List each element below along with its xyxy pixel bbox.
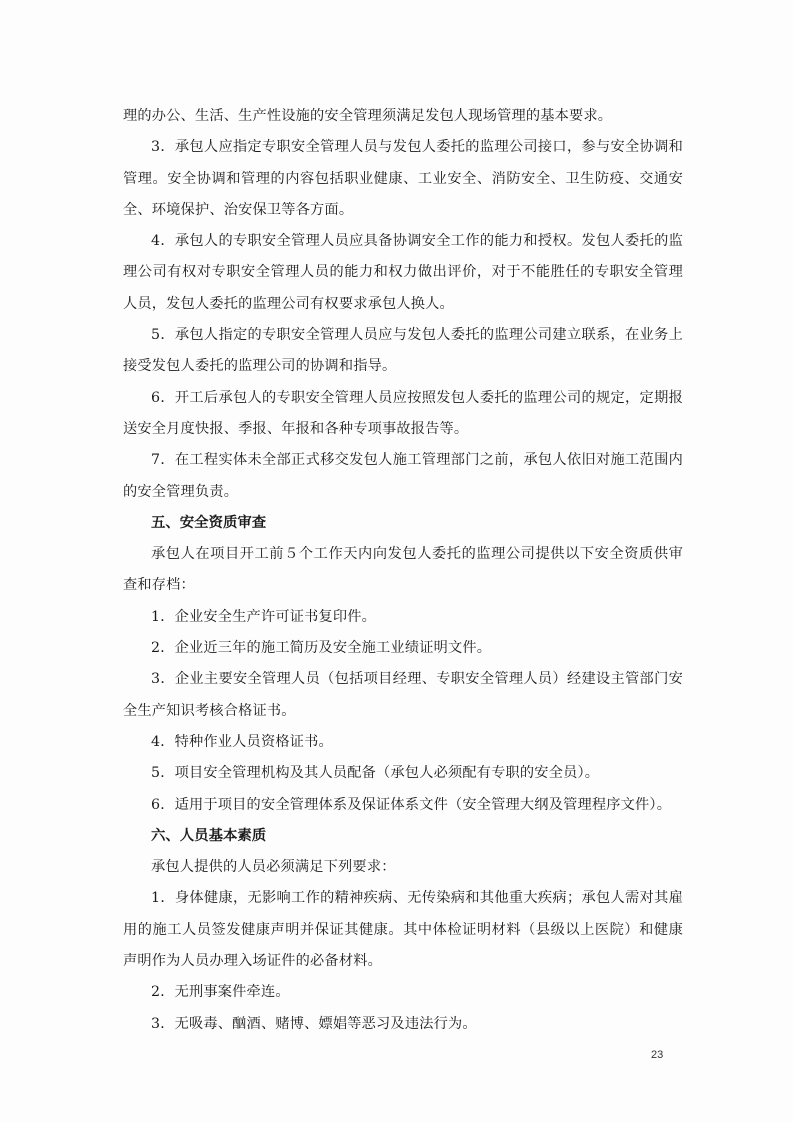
section-heading-safety-qualification: 五、安全资质审查: [151, 514, 267, 531]
page-number: 23: [651, 1049, 664, 1061]
paragraph-item-5: 5．承包人指定的专职安全管理人员应与发包人委托的监理公司建立联系，在业务上接受发包人委托的监理公司的协调和指导。: [123, 327, 683, 375]
paragraph-qualification-3: 3．企业主要安全管理人员（包括项目经理、专职安全管理人员）经建设主管部门安全生产知识考核合格证书。: [123, 671, 683, 719]
paragraph-qualification-6: 6．适用于项目的安全管理体系及保证体系文件（安全管理大纲及管理程序文件）。: [151, 796, 672, 813]
paragraph-personnel-1: 1．身体健康，无影响工作的精神疾病、无传染病和其他重大疾病；承包人需对其雇用的施工人员签发健康声明并保证其健康。其中体检证明材料（县级以上医院）和健康声明作为人员办理入场证件的必备材料。: [123, 890, 683, 970]
paragraph-personnel-2: 2．无刑事案件牵连。: [151, 984, 290, 1001]
paragraph-qualification-1: 1．企业安全生产许可证书复印件。: [151, 608, 377, 625]
paragraph-item-6: 6．开工后承包人的专职安全管理人员应按照发包人委托的监理公司的规定，定期报送安全月度快报、季报、年报和各种专项事故报告等。: [123, 389, 683, 437]
paragraph-item-3: 3．承包人应指定专职安全管理人员与发包人委托的监理公司接口，参与安全协调和管理。安全协调和管理的内容包括职业健康、工业安全、消防安全、卫生防疫、交通安全、环境保护、治安保卫等各方面。: [123, 139, 683, 218]
paragraph-qualification-2: 2．企业近三年的施工简历及安全施工业绩证明文件。: [151, 640, 492, 657]
paragraph-item-4: 4．承包人的专职安全管理人员应具备协调安全工作的能力和授权。发包人委托的监理公司有权对专职安全管理人员的能力和权力做出评价，对于不能胜任的专职安全管理人员，发包人委托的监理公司有权要求承包人换人。: [123, 233, 683, 312]
paragraph-personnel-intro: 承包人提供的人员必须满足下列要求：: [151, 859, 396, 876]
document-body: [123, 101, 683, 1040]
paragraph-qualification-5: 5．项目安全管理机构及其人员配备（承包人必须配有专职的安全员）。: [151, 765, 600, 782]
paragraph-continuation: 理的办公、生活、生产性设施的安全管理须满足发包人现场管理的基本要求。: [123, 108, 613, 124]
section-heading-personnel-quality: 六、人员基本素质: [151, 827, 267, 844]
paragraph-qualification-4: 4．特种作业人员资格证书。: [151, 733, 333, 750]
paragraph-item-7: 7．在工程实体未全部正式移交发包人施工管理部门之前，承包人依旧对施工范围内的安全管理负责。: [123, 452, 683, 500]
paragraph-qualification-intro: 承包人在项目开工前５个工作天内向发包人委托的监理公司提供以下安全资质供审查和存档：: [123, 546, 683, 594]
paragraph-personnel-3: 3．无吸毒、酗酒、赌博、嫖娼等恶习及违法行为。: [151, 1015, 477, 1032]
